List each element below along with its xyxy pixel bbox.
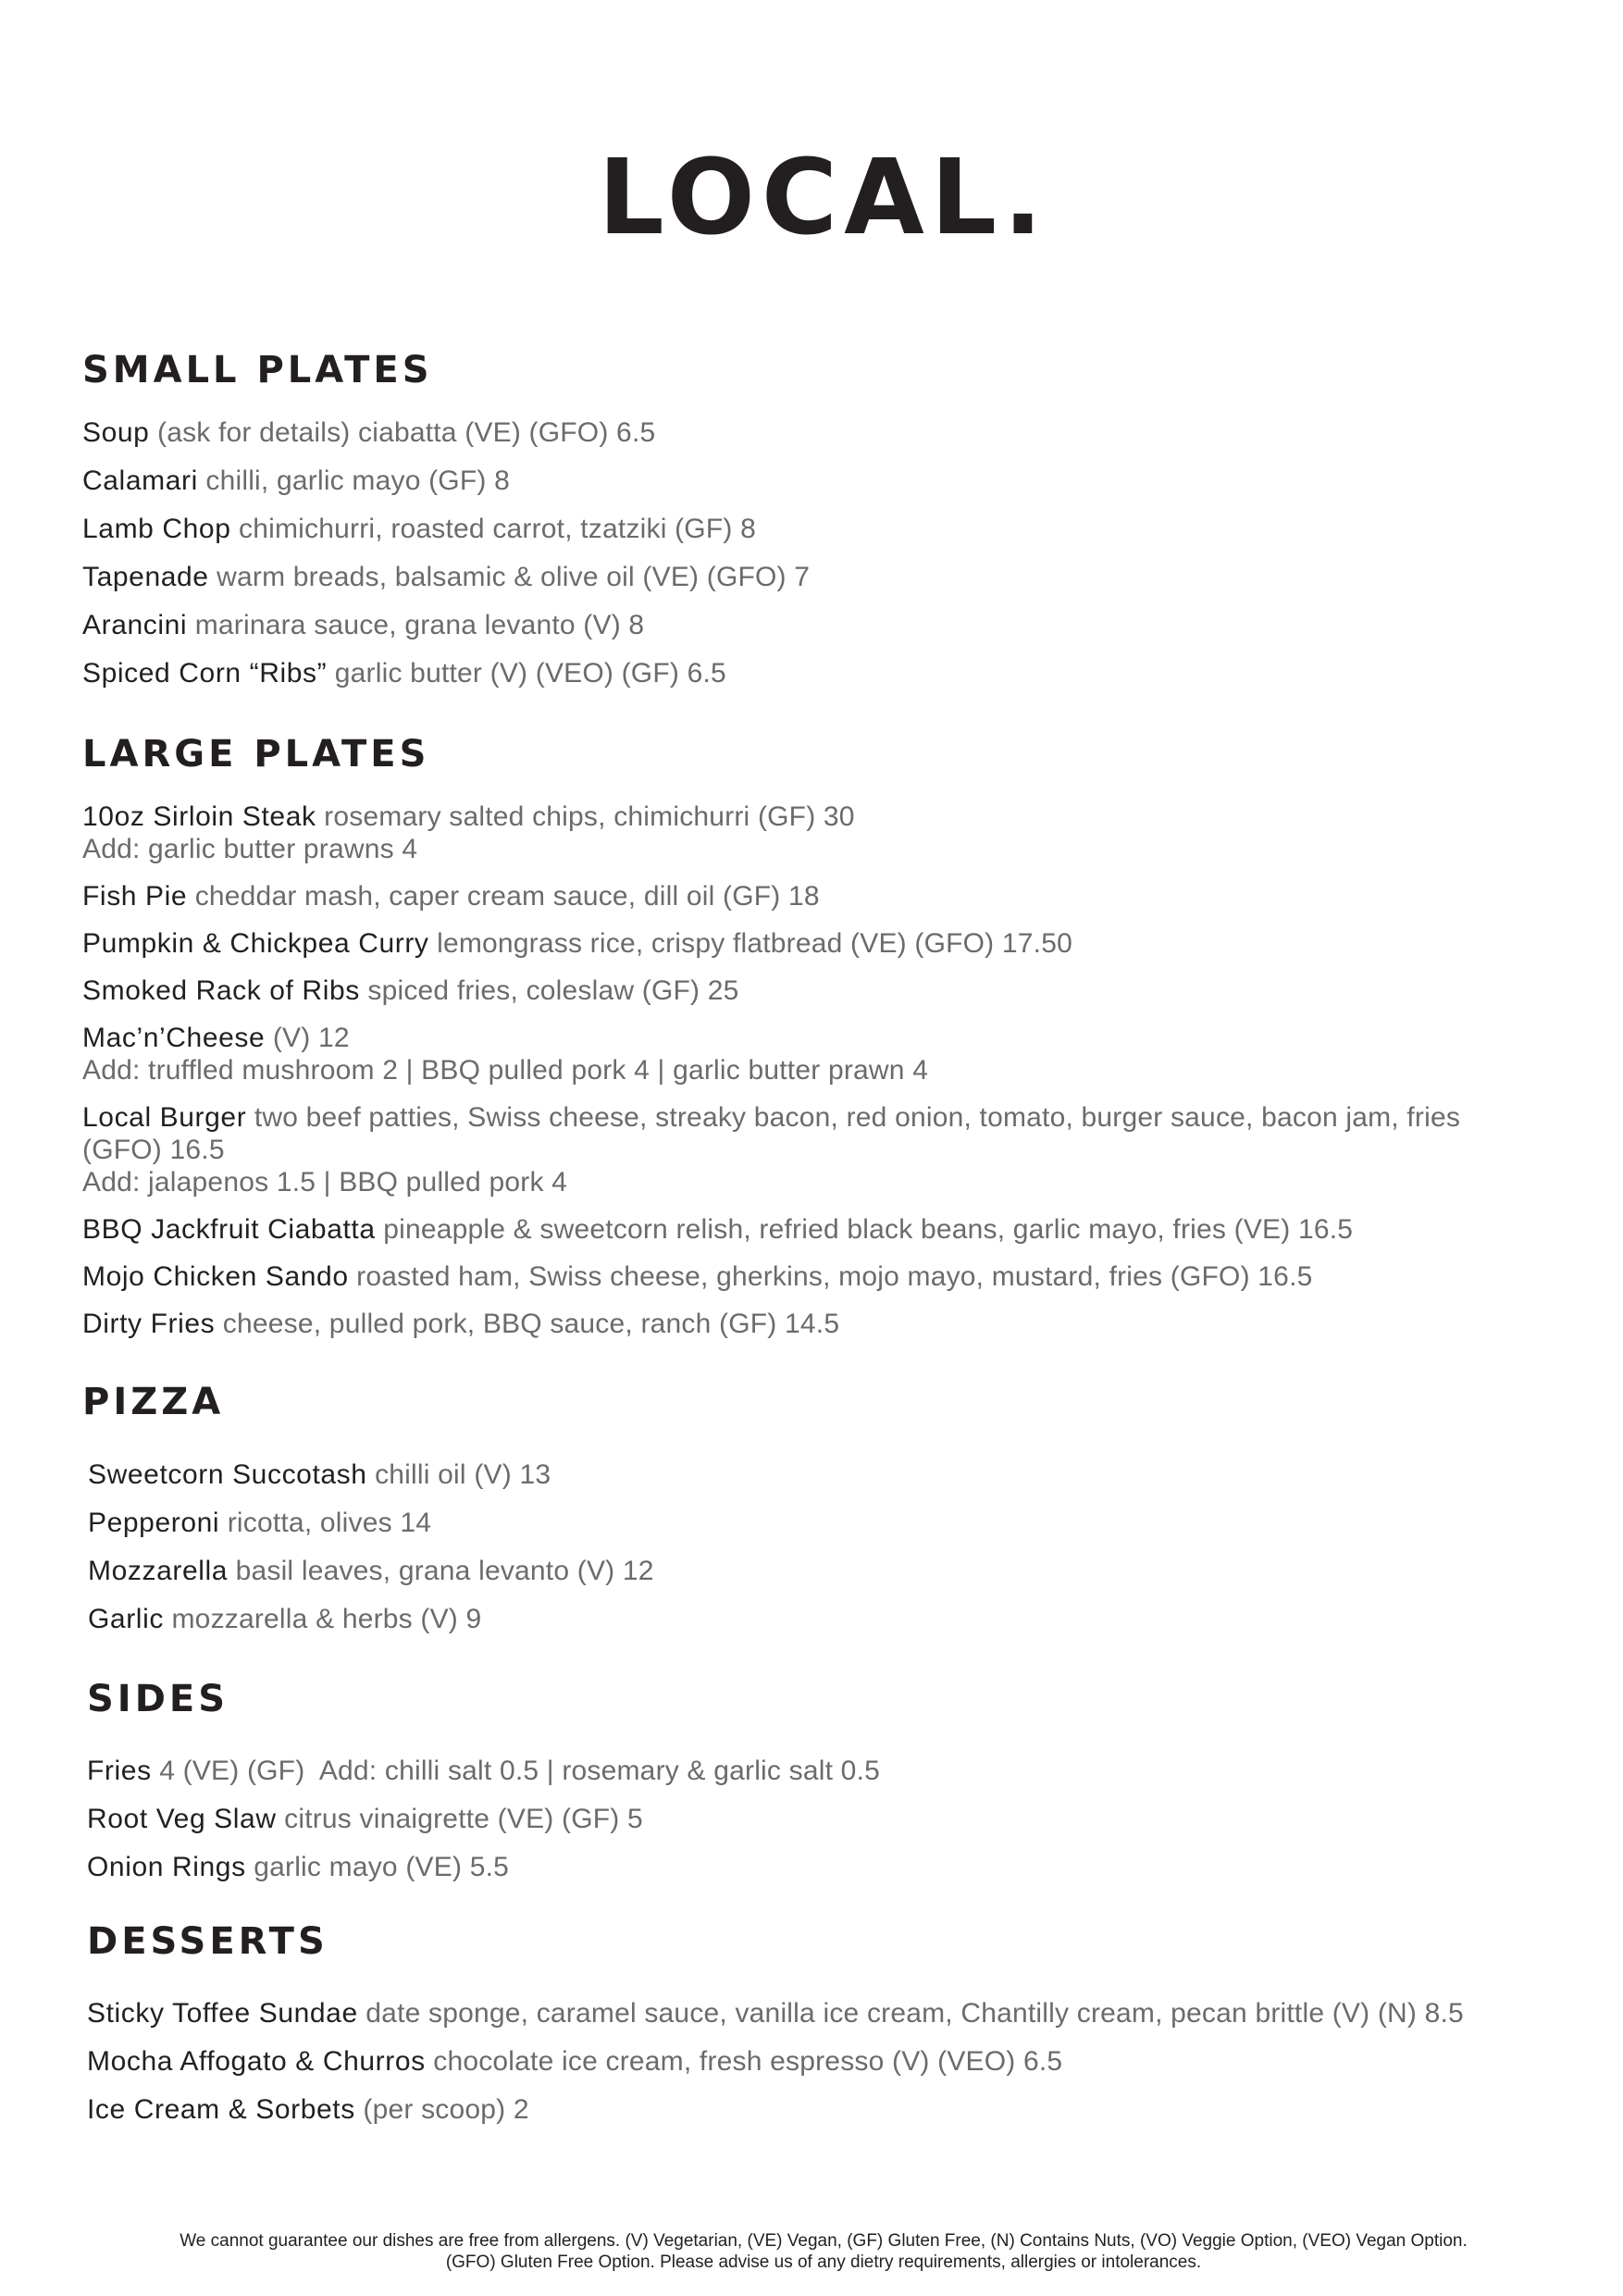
item-desc: pineapple & sweetcorn relish, refried black beans, garlic mayo, fries (VE) 16.5 — [375, 1214, 1354, 1245]
item-name: Mocha Affogato & Churros — [87, 2046, 426, 2077]
menu-item-mocha-affogato — [87, 2045, 1604, 2078]
menu-item-local-burger — [82, 1101, 1526, 1198]
item-desc: rosemary salted chips, chimichurri (GF) 30 — [316, 801, 855, 832]
item-addon: Add: garlic butter prawns 4 — [82, 834, 418, 864]
menu-item-mojo-chicken-sando — [82, 1260, 1600, 1293]
section-heading: LARGE PLATES — [82, 733, 430, 776]
item-desc: date sponge, caramel sauce, vanilla ice cream, Chantilly cream, pecan brittle (V) (N) 8.5 — [357, 1998, 1464, 2029]
section-heading: DESSERTS — [87, 1920, 328, 1963]
menu-title: LOCAL. — [598, 138, 1049, 258]
item-name: Sweetcorn Succotash — [88, 1459, 367, 1490]
item-name: Smoked Rack of Ribs — [82, 975, 360, 1006]
item-name: Pumpkin & Chickpea Curry — [82, 928, 429, 959]
item-name: Spiced Corn “Ribs” — [82, 658, 328, 689]
item-desc: lemongrass rice, crispy flatbread (VE) (GFO) 17.50 — [428, 928, 1072, 959]
menu-item-soup — [82, 416, 1600, 449]
menu-item-tapenade — [82, 561, 1600, 593]
menu-item-sirloin-steak — [82, 800, 1600, 865]
item-addon: Add: truffled mushroom 2 | BBQ pulled pork 4 | garlic butter prawn 4 — [82, 1055, 929, 1086]
section-desserts — [87, 1920, 1604, 2141]
section-small-plates — [82, 349, 1600, 705]
menu-item-dirty-fries — [82, 1308, 1600, 1340]
menu-item-pepperoni — [88, 1507, 1600, 1539]
item-desc: garlic mayo (VE) 5.5 — [245, 1852, 509, 1882]
item-name: Mac’n’Cheese — [82, 1023, 266, 1053]
item-desc: (V) 12 — [265, 1023, 350, 1053]
item-name: Ice Cream & Sorbets — [87, 2094, 355, 2125]
item-desc: ricotta, olives 14 — [219, 1508, 432, 1538]
section-heading: SMALL PLATES — [82, 349, 433, 391]
item-name: Fries — [87, 1756, 152, 1786]
item-name: Sticky Toffee Sundae — [87, 1998, 358, 2029]
item-name: Soup — [82, 417, 150, 448]
menu-item-onion-rings — [87, 1851, 1604, 1883]
menu-item-sweetcorn-succotash — [88, 1458, 1600, 1491]
menu-item-sticky-toffee-sundae — [87, 1997, 1604, 2029]
item-name: Pepperoni — [88, 1508, 220, 1538]
item-desc: cheddar mash, caper cream sauce, dill oil (GF) 18 — [187, 881, 820, 912]
item-desc: cheese, pulled pork, BBQ sauce, ranch (GF) 14.5 — [215, 1309, 840, 1339]
item-desc: mozzarella & herbs (V) 9 — [163, 1604, 482, 1634]
menu-item-rack-of-ribs — [82, 974, 1600, 1007]
item-name: Arancini — [82, 610, 188, 640]
item-addon: Add: jalapenos 1.5 | BBQ pulled pork 4 — [82, 1167, 568, 1198]
menu-item-spiced-corn-ribs — [82, 657, 1600, 689]
section-heading: PIZZA — [82, 1381, 225, 1423]
menu-item-garlic — [88, 1603, 1600, 1635]
menu-item-calamari — [82, 465, 1600, 497]
item-name: Mozzarella — [88, 1556, 229, 1586]
menu-item-mac-n-cheese — [82, 1022, 1600, 1086]
item-name: Tapenade — [82, 562, 209, 592]
item-desc: citrus vinaigrette (VE) (GF) 5 — [276, 1804, 643, 1834]
footer-line-1: We cannot guarantee our dishes are free from allergens. (V) Vegetarian, (VE) Vegan, (GF) Gluten Free, (N) Contains Nuts, (VO) Veggie Option, (VEO) Vegan Option. — [180, 2231, 1468, 2251]
item-name: Calamari — [82, 465, 198, 496]
item-desc: chimichurri, roasted carrot, tzatziki (GF) 8 — [230, 514, 756, 544]
footer-line-2: (GFO) Gluten Free Option. Please advise us of any dietry requirements, allergies or intolerances. — [445, 2253, 1202, 2272]
item-desc: marinara sauce, grana levanto (V) 8 — [187, 610, 645, 640]
item-desc: chilli, garlic mayo (GF) 8 — [197, 465, 510, 496]
menu-item-root-veg-slaw — [87, 1803, 1604, 1835]
section-large-plates — [82, 733, 1600, 1355]
menu-item-arancini — [82, 609, 1600, 641]
menu-item-pumpkin-curry — [82, 927, 1600, 960]
item-name: Lamb Chop — [82, 514, 231, 544]
item-name: Dirty Fries — [82, 1309, 216, 1339]
item-name: Fish Pie — [82, 881, 188, 912]
item-desc: (ask for details) ciabatta (VE) (GFO) 6.5 — [149, 417, 656, 448]
item-desc: garlic butter (V) (VEO) (GF) 6.5 — [327, 658, 726, 689]
menu-item-lamb-chop — [82, 513, 1600, 545]
menu-item-mozzarella — [88, 1555, 1600, 1587]
item-desc: warm breads, balsamic & olive oil (VE) (GFO) 7 — [208, 562, 811, 592]
item-desc: chocolate ice cream, fresh espresso (V) (VEO) 6.5 — [425, 2046, 1063, 2077]
menu-item-ice-cream-sorbets — [87, 2093, 1604, 2126]
item-name: 10oz Sirloin Steak — [82, 801, 316, 832]
section-heading: SIDES — [87, 1678, 229, 1720]
item-name: Root Veg Slaw — [87, 1804, 277, 1834]
item-desc: roasted ham, Swiss cheese, gherkins, mojo mayo, mustard, fries (GFO) 16.5 — [348, 1261, 1313, 1292]
item-desc: two beef patties, Swiss cheese, streaky bacon, red onion, tomato, burger sauce, bacon jam, fries (GFO) 16.5 — [82, 1102, 1461, 1165]
item-name: Mojo Chicken Sando — [82, 1261, 349, 1292]
item-desc: (per scoop) 2 — [354, 2094, 529, 2125]
section-sides — [87, 1678, 1604, 1899]
item-name: Garlic — [88, 1604, 164, 1634]
menu-item-fish-pie — [82, 880, 1600, 912]
menu-item-jackfruit-ciabatta — [82, 1213, 1600, 1246]
item-name: BBQ Jackfruit Ciabatta — [82, 1214, 376, 1245]
item-name: Onion Rings — [87, 1852, 246, 1882]
item-desc: 4 (VE) (GF) Add: chilli salt 0.5 | rosemary & garlic salt 0.5 — [151, 1756, 880, 1786]
allergen-footer — [0, 2230, 1623, 2273]
item-desc: basil leaves, grana levanto (V) 12 — [228, 1556, 654, 1586]
menu-item-fries — [87, 1755, 1604, 1787]
section-pizza — [82, 1381, 1600, 1651]
item-desc: spiced fries, coleslaw (GF) 25 — [359, 975, 739, 1006]
item-desc: chilli oil (V) 13 — [366, 1459, 551, 1490]
item-name: Local Burger — [82, 1102, 247, 1133]
